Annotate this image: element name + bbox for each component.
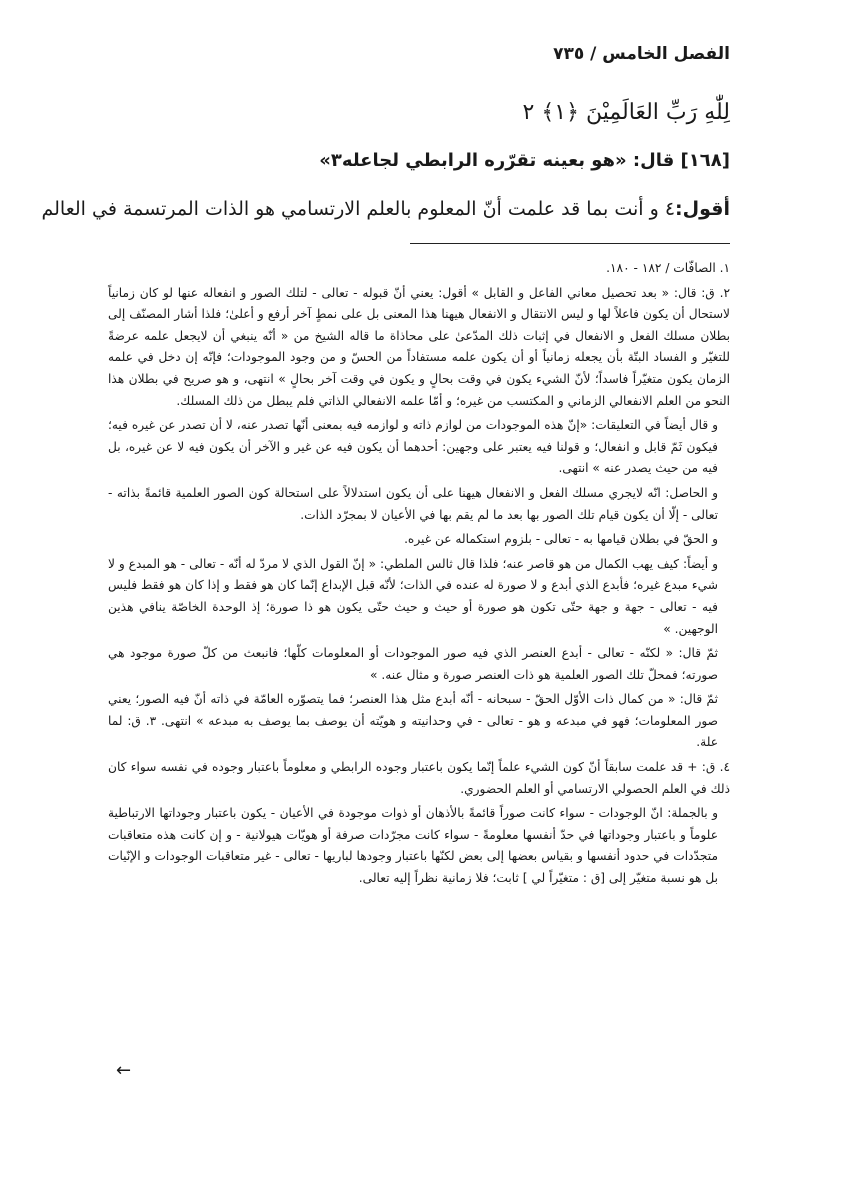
quran-verse: لِلّٰهِ رَبِّ العَالَمِيْنَ ﴿١﴾ ٢ [522, 100, 730, 125]
commentary-line [41, 198, 730, 220]
running-header: الفصل الخامس / ٧٣٥ [553, 44, 730, 64]
footnote-paragraph: و أيضاً: كيف يهب الكمال من هو قاصر عنه؛ فلذا قال ثالس الملطي: « إنّ القول الذي لا مردّ له أنّه - تعالى - هو المبدع و لا شيء مبدع غيره؛ فأبدع الذي أبدع و لا صورة له عنده في الذات؛ لأنّه قبل الإبداع إنّما كان هو فقط و إذا كان هو فقط فليس فيه - تعالى - جهة و جهة حتّى تكون هو صورة أو حيث و حيث حتّى يكون هو ذا صورة؛ إذ الوحدة الخاصّة ينافي هذين الوجهين. » [108, 556, 718, 636]
footnote-paragraph: و الحقّ في بطلان قيامها به - تعالى - بلزوم استكماله عن غيره. [404, 532, 718, 547]
footnote: ١. الصافّات / ١٨٢ - ١٨٠. [606, 261, 730, 275]
aqulu-label: أقول: [675, 198, 730, 220]
aqulu-text: ٤ و أنت بما قد علمت أنّ المعلوم بالعلم الارتسامي هو الذات المرتسمة في العالم [41, 198, 676, 220]
continuation-arrow-icon: ← [116, 1060, 132, 1081]
footnote-paragraph: ثمّ قال: « من كمال ذات الأوّل الحقّ - سبحانه - أنّه أبدع مثل هذا العنصر؛ فما يتصوّره العامّة في ذاته أنّ فيه الصور؛ يعني صور المعلومات؛ فهو في مبدعه و هو - تعالى - في وحدانيته و هويّته أن يوصف بما يوصف به مبدعه » انتهى. ٣. ق: لما علة. [108, 692, 718, 750]
footnote-paragraph: ثمّ قال: « لكنّه - تعالى - أبدع العنصر الذي فيه صور الموجودات أو المعلومات كلّها؛ فانبعث من كلّ صورة موجود هي صورته؛ فمحلّ تلك الصور العلمية هو ذات العنصر صورة و مثال عنه. » [108, 646, 718, 682]
footnote: ٢. ق: قال: « بعد تحصيل معاني الفاعل و القابل » أقول: يعني أنّ قبوله - تعالى - لتلك الصور و انفعاله عنها لو كان زمانياً لاستحال أن يكون فاعلاً لها و ليس الانتقال و الانفعال هيهنا هذا المعنى بل على نمطٍ آخر أرفع و أعلىٰ؛ فلذا أشار المصنّف إلى بطلان مسلك الفعل و الانفعال في إثبات ذلك المدّعىٰ على محاذاة ما قاله الشيخ من « أنّه ينبغي أن لايجعل علمه عرضةً للتغيّر و الفساد البتّة بأن يجعله زمانياً أو أن يكون علمه مستفاداً من الحسّ و من وجود الموجودات؛ فإنّه إن دخل في علمه الزمان يكون متغيّراً فاسداً؛ لأنّ الشيء يكون في وقت بحالٍ و يكون في وقت آخر بحالٍ » انتهى، و هو صريح في بطلان هذا النحو من العلم الانفعالي الزماني و المكتسب من غيره؛ و أمّا علمه الانفعالي الذاتي فلم يبطل من ذلك المسلك. [108, 285, 730, 408]
section-heading: [١٦٨] قال: «هو بعينه تقرّره الرابطي لجاعله٣» [319, 150, 730, 171]
footnote-paragraph: و قال أيضاً في التعليقات: «إنّ هذه الموجودات من لوازم ذاته و لوازمه فيه بمعنى أنّها تصدر عنه، لا أن تصدر عن غيره فيه؛ فيكون ثَمّ قابل و انفعال؛ و قولنا فيه يعتبر على وجهين: أحدهما أن يكون فيه عن غير و الآخر أن يكون فيه لا عن غيره، بل فيه من حيث يصدر عنه » انتهى. [108, 418, 718, 476]
footnote-separator [410, 243, 730, 244]
footnotes [108, 258, 730, 893]
footnote-paragraph: و الحاصل: انّه لايجري مسلك الفعل و الانفعال هيهنا على أن يكون استدلالاً على استحالة كون الصور العلمية قائمةً بذاته - تعالى - إلّا أن يكون قيام تلك الصور بها بعد ما لم يقم بها في الأعيان لا بمجرّد الذات. [108, 485, 718, 522]
footnote-paragraph: و بالجملة: انّ الوجودات - سواء كانت صوراً قائمةً بالأذهان أو ذوات موجودة في الأعيان - يكون باعتبار وجوداتها الارتباطية علوماً و باعتبار وجوداتها في حدّ أنفسها معلومةً - سواء كانت مجرّدات صرفة أو هويّات هيولانية - و إن كانت هذه متعاقبات متجدّدات في حدود أنفسها و بقياس بعضها إلى بعض لكنّها باعتبار وجودها لباريها - تعالى - غير متعاقبات الوجودات و الإنّيات بل هو نسبة متغيّر إلى [ق : متغيّراً لي ] ثابت؛ فلا زمانية نظراً إليه تعالى. [108, 806, 718, 886]
footnote: ٤. ق: + قد علمت سابقاً أنّ كون الشيء علماً إنّما يكون باعتبار وجوده الرابطي و معلوماً باعتبار وجوده في نفسه سواء كان ذلك في العلم الحصولي الارتسامي أو العلم الحضوري. [108, 760, 730, 796]
